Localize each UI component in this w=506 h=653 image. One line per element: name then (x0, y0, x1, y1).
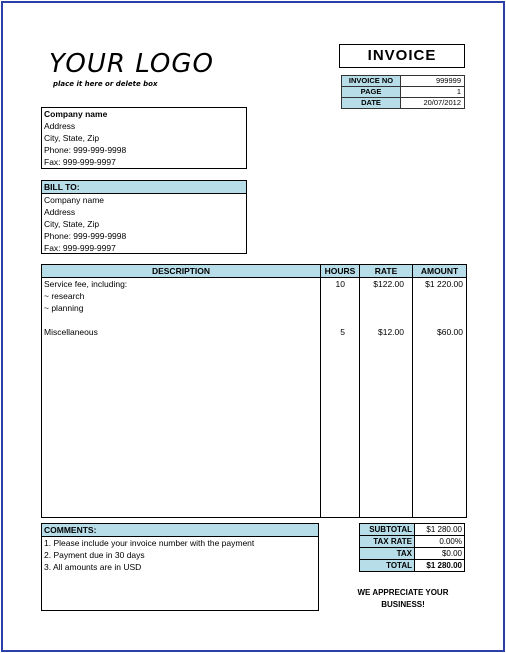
tax-rate-value: 0.00% (415, 536, 465, 548)
invoice-meta-table (341, 75, 465, 109)
date-value: 20/07/2012 (401, 98, 465, 109)
invoice-number-value: 999999 (401, 76, 465, 87)
bill-to-header: BILL TO: (42, 181, 246, 194)
comment-line: 2. Payment due in 30 days (44, 550, 145, 560)
invoice-number-label: INVOICE NO (342, 76, 401, 87)
totals-table (359, 523, 465, 572)
total-label: TOTAL (360, 560, 415, 572)
column-divider (412, 265, 413, 517)
item-hours: 10 (335, 279, 345, 289)
date-row (342, 98, 465, 109)
tax-label: TAX (360, 548, 415, 560)
tax-rate-row (360, 536, 465, 548)
company-address-box (41, 107, 247, 169)
bill-to-name: Company name (44, 195, 105, 205)
page-label: PAGE (342, 87, 401, 98)
item-description: ~ planning (44, 303, 84, 313)
item-amount: $60.00 (437, 327, 463, 337)
amount-header: AMOUNT (413, 265, 466, 278)
column-divider (359, 265, 360, 517)
comment-line: 3. All amounts are in USD (44, 562, 142, 572)
company-name: Company name (44, 109, 108, 119)
item-description: Miscellaneous (44, 327, 98, 337)
item-rate: $12.00 (378, 327, 404, 337)
bill-to-fax: Fax: 999-999-9997 (44, 243, 116, 253)
column-divider (320, 265, 321, 517)
company-address: Address (44, 121, 76, 131)
bill-to-box (41, 180, 247, 254)
invoice-title: INVOICE (339, 44, 465, 68)
tax-value: $0.00 (415, 548, 465, 560)
bill-to-phone: Phone: 999-999-9998 (44, 231, 127, 241)
hours-header: HOURS (321, 265, 359, 278)
company-fax: Fax: 999-999-9997 (44, 157, 116, 167)
line-items-table (41, 264, 467, 518)
subtotal-label: SUBTOTAL (360, 524, 415, 536)
thank-you-note (353, 587, 453, 611)
description-header: DESCRIPTION (42, 265, 320, 278)
logo-subtext: place it here or delete box (53, 80, 158, 88)
item-description: ~ research (44, 291, 85, 301)
item-rate: $122.00 (373, 279, 404, 289)
subtotal-row (360, 524, 465, 536)
date-label: DATE (342, 98, 401, 109)
total-value: $1 280.00 (415, 560, 465, 572)
thank-you-line: BUSINESS! (381, 600, 425, 609)
thank-you-line: WE APPRECIATE YOUR (357, 588, 449, 597)
logo-text: YOUR LOGO (49, 49, 215, 79)
comments-box (41, 523, 319, 611)
tax-rate-label: TAX RATE (360, 536, 415, 548)
item-amount: $1 220.00 (425, 279, 463, 289)
item-description: Service fee, including: (44, 279, 128, 289)
comment-line: 1. Please include your invoice number with the payment (44, 538, 255, 548)
invoice-number-row (342, 76, 465, 87)
company-phone: Phone: 999-999-9998 (44, 145, 127, 155)
company-city: City, State, Zip (44, 133, 100, 143)
rate-header: RATE (360, 265, 412, 278)
bill-to-city: City, State, Zip (44, 219, 100, 229)
tax-row (360, 548, 465, 560)
item-hours: 5 (340, 327, 345, 337)
comments-header: COMMENTS: (42, 524, 318, 537)
page-frame (1, 1, 505, 652)
page-value: 1 (401, 87, 465, 98)
bill-to-address: Address (44, 207, 76, 217)
subtotal-value: $1 280.00 (415, 524, 465, 536)
page-row (342, 87, 465, 98)
total-row (360, 560, 465, 572)
